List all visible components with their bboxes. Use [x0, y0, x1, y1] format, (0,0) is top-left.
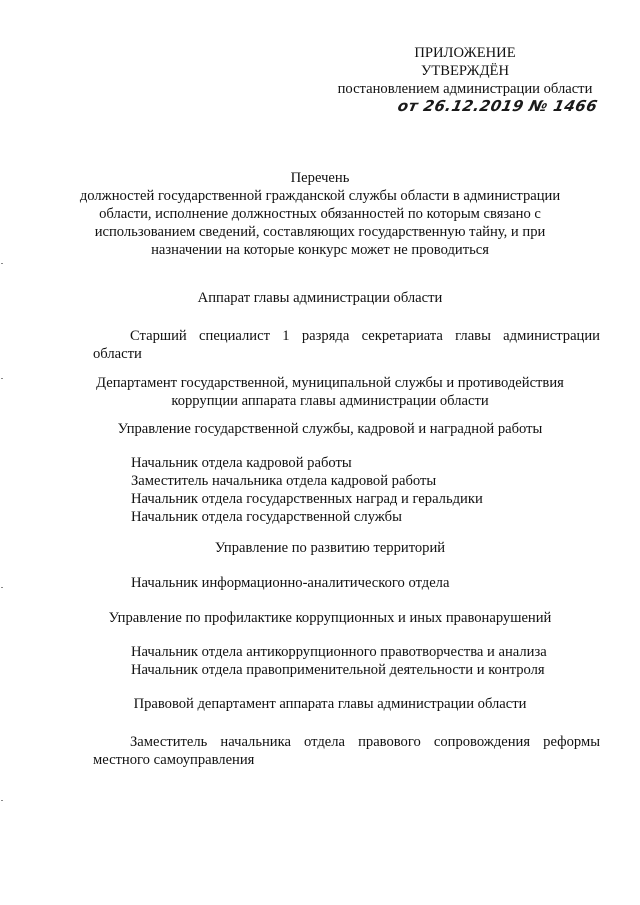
list-item: Начальник отдела антикоррупционного правотворчества и анализа	[131, 644, 547, 660]
section-heading-territories: Управление по развитию территорий	[214, 540, 446, 556]
approved-label: УТВЕРЖДЁН	[421, 63, 509, 79]
department-civil-service	[60, 374, 600, 410]
section-heading-anticorruption: Управление по профилактике коррупционных и иных правонарушений	[108, 610, 552, 626]
scan-speck	[1, 587, 3, 588]
section-heading-legal: Правовой департамент аппарата главы администрации области	[133, 696, 527, 712]
list-item: Начальник информационно-аналитического отдела	[131, 575, 450, 591]
position-line-2: местного самоуправления	[93, 752, 255, 768]
position-line-1: Старший специалист 1 разряда секретариата главы администрации	[130, 328, 600, 344]
scan-speck	[1, 800, 3, 801]
department-line-1: Департамент государственной, муниципальной службы и противодействия	[96, 375, 564, 391]
section-heading-personnel: Управление государственной службы, кадровой и наградной работы	[117, 421, 543, 437]
appendix-label: ПРИЛОЖЕНИЕ	[414, 45, 516, 61]
resolution-label: постановлением администрации области	[337, 81, 593, 97]
title-line-3: использованием сведений, составляющих государственную тайну, и при	[94, 224, 546, 240]
position-legal-deputy	[93, 733, 600, 769]
title-line-2: области, исполнение должностных обязанностей по которым связано с	[99, 206, 541, 222]
list-item: Начальник отдела кадровой работы	[131, 455, 352, 471]
scan-speck	[1, 263, 3, 264]
position-line-1: Заместитель начальника отдела правового сопровождения реформы	[130, 734, 600, 750]
personnel-positions-list	[131, 454, 483, 526]
anticorruption-positions-list	[131, 643, 547, 679]
document-title	[60, 169, 580, 259]
scan-speck	[1, 378, 3, 379]
position-line-2: области	[93, 346, 142, 362]
list-item: Начальник отдела государственной службы	[131, 509, 402, 525]
title-line-1: должностей государственной гражданской службы области в администрации	[79, 188, 561, 204]
list-item: Начальник отдела правоприменительной деятельности и контроля	[131, 662, 545, 678]
handwritten-date-number: от 26.12.2019 № 1466	[396, 97, 600, 115]
department-line-2: коррупции аппарата главы администрации области	[171, 393, 489, 409]
list-item: Начальник отдела государственных наград и геральдики	[131, 491, 483, 507]
section-heading-apparatus: Аппарат главы администрации области	[197, 290, 443, 306]
approval-block	[330, 44, 600, 98]
title-line-4: назначении на которые конкурс может не проводиться	[151, 242, 489, 258]
position-senior-specialist	[93, 327, 600, 363]
title-heading: Перечень	[290, 170, 350, 186]
list-item: Заместитель начальника отдела кадровой работы	[131, 473, 437, 489]
